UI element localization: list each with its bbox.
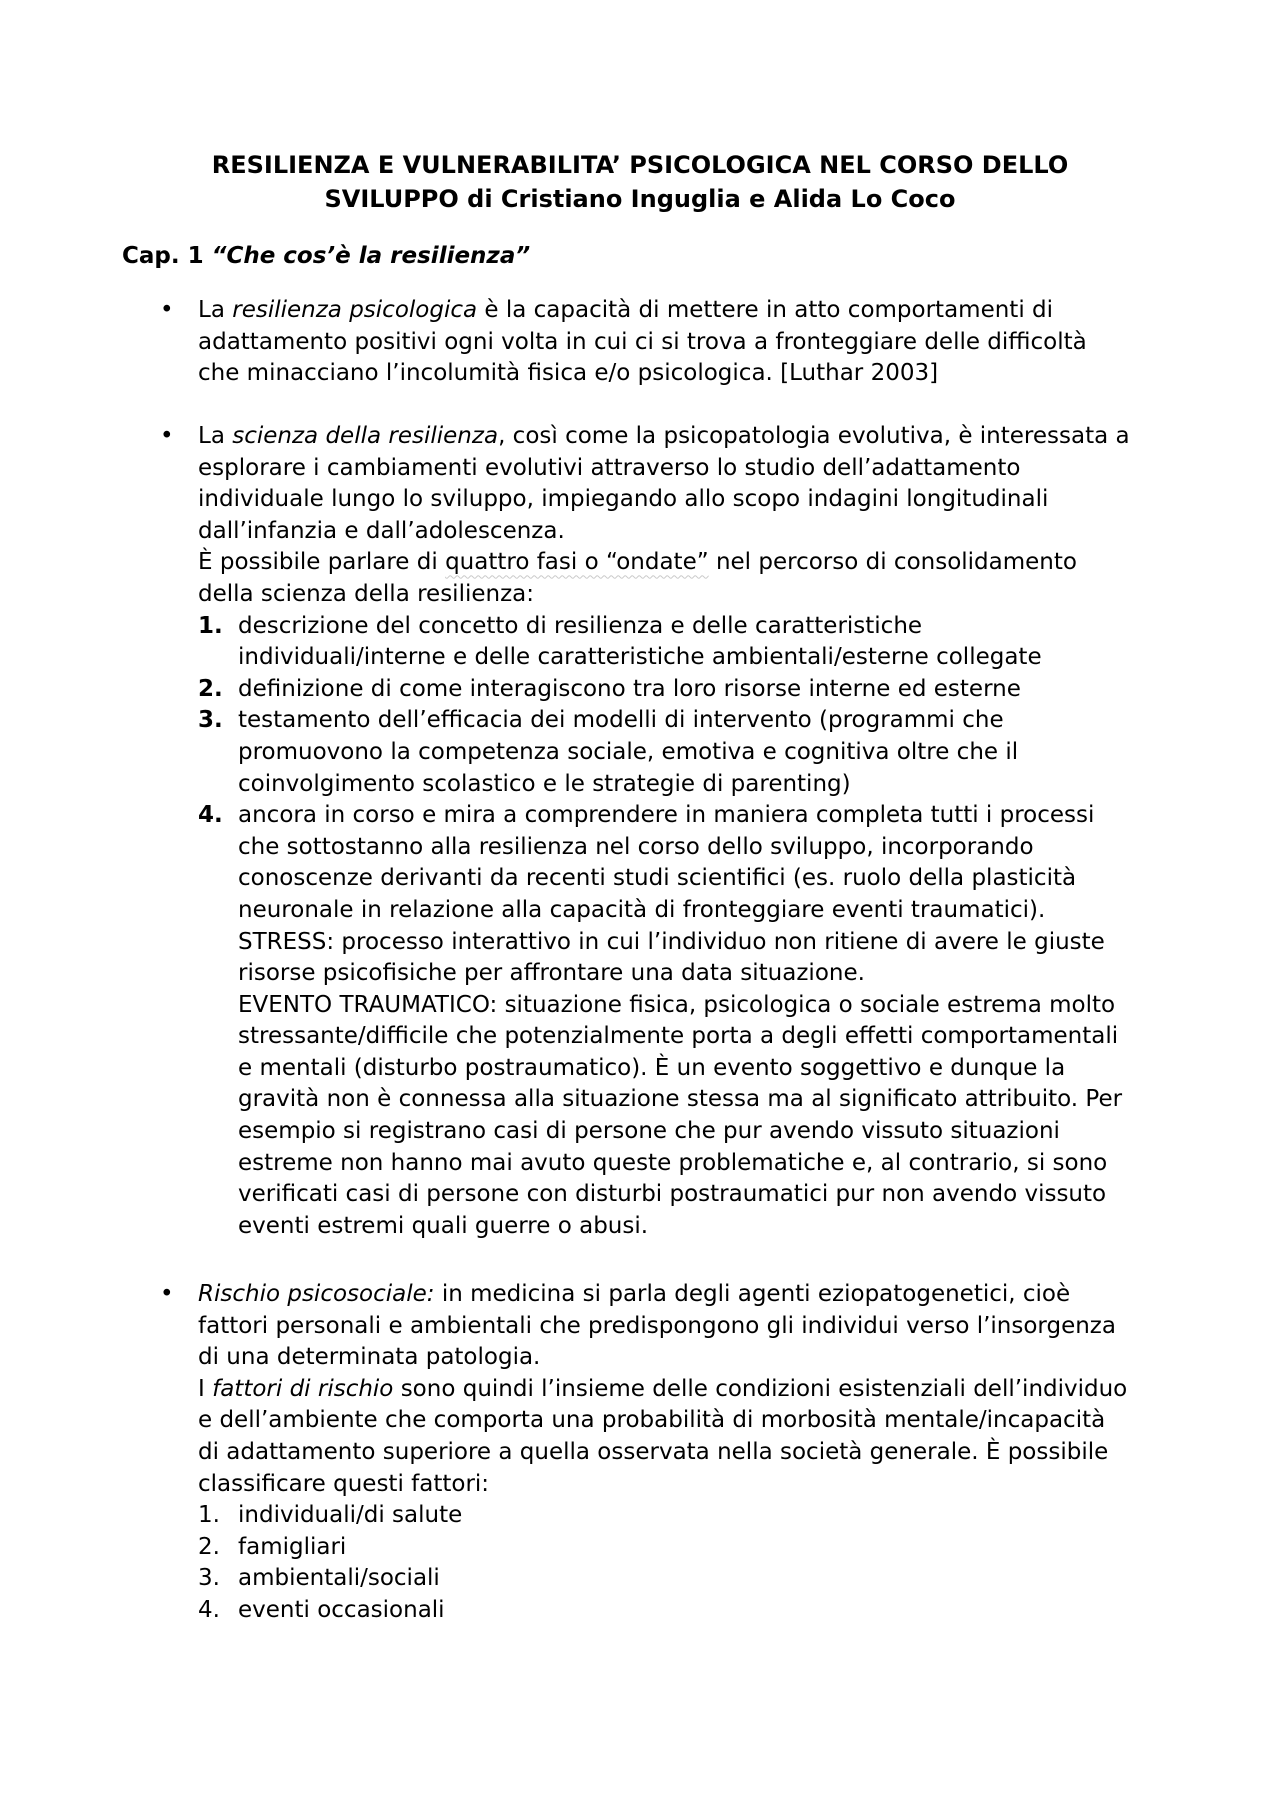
bullet-icon: • xyxy=(160,423,174,449)
paragraph-line: dall’infanzia e dall’adolescenza. xyxy=(198,517,565,544)
title-line-2: SVILUPPO di Cristiano Inguglia e Alida Lo Coco xyxy=(324,185,956,213)
spellcheck-underlined-text: quattro fasi o “ondate” xyxy=(445,549,709,576)
italic-term: fattori di rischio xyxy=(212,1375,394,1402)
italic-term: resilienza psicologica xyxy=(232,297,478,323)
paragraph-line: È possibile parlare di quattro fasi o “ondate” nel percorso di consolidamento xyxy=(198,549,1077,576)
list-number: 1. xyxy=(198,1502,220,1529)
paragraph-line: individuale lungo lo sviluppo, impiegando allo scopo indagini longitudinali xyxy=(198,486,1049,513)
paragraph-line: che minacciano l’incolumità fisica e/o psicologica. [Luthar 2003] xyxy=(198,360,939,387)
italic-term: Rischio psicosociale: xyxy=(198,1281,435,1307)
list-item: 3. testamento dell’efficacia dei modelli di intervento (programmi che promuovono la competenza sociale, emotiva e cognitiva oltre che il coinvolgimento scolastico e le strategie di parenting) xyxy=(198,707,1019,797)
list-number: 4. xyxy=(198,802,223,829)
numbered-list-phases xyxy=(198,611,1183,1243)
paragraph-line: I fattori di rischio sono quindi l’insieme delle condizioni esistenziali dell’individuo xyxy=(198,1375,1128,1402)
list-item: 4. eventi occasionali xyxy=(198,1595,1183,1627)
title-line-1: RESILIENZA E VULNERABILITA’ PSICOLOGICA NEL CORSO DELLO xyxy=(211,151,1069,179)
chapter-prefix: Cap. 1 xyxy=(122,243,212,269)
paragraph-line: adattamento positivi ogni volta in cui ci si trova a fronteggiare delle difficoltà xyxy=(198,328,1087,355)
paragraph-line: di adattamento superiore a quella osservata nella società generale. È possibile xyxy=(198,1438,1109,1465)
chapter-title: “Che cos’è la resilienza” xyxy=(211,243,531,269)
paragraph-line: La resilienza psicologica è la capacità di mettere in atto comportamenti di xyxy=(198,297,1054,323)
list-number: 2. xyxy=(198,1533,220,1560)
list-item: 2. definizione di come interagiscono tra loro risorse interne ed esterne xyxy=(198,674,1183,706)
bullet-item-rischio-psicosociale xyxy=(160,1279,1183,1627)
paragraph-line: esplorare i cambiamenti evolutivi attraverso lo studio dell’adattamento xyxy=(198,454,1021,481)
paragraph-line: fattori personali e ambientali che predispongono gli individui verso l’insorgenza xyxy=(198,1312,1116,1339)
list-item: 4. ancora in corso e mira a comprendere in maniera completa tutti i processi che sottostanno alla resilienza nel corso dello sviluppo, incorporando conoscenze derivanti da recenti studi scientifici (es. ruolo della plasticità neuronale in relazione alla capacità di fronteggiare eventi traumatici). STRESS: processo interattivo in cui l’individuo non ritiene di avere le giuste risorse psicofisiche per affrontare una data situazione. EVENTO TRAUMATICO: situazione fisica, psicologica o sociale estrema molto stressante/difficile che potenzialmente porta a degli effetti comportamentali e mentali (disturbo postraumatico). È un evento soggettivo e dunque la gravità non è connessa alla situazione stessa ma al significato attribuito. Per esempio si registrano casi di persone che pur avendo vissuto situazioni estreme non hanno mai avuto queste problematiche e, al contrario, si sono verificati casi di persone con disturbi postraumatici pur non avendo vissuto eventi estremi quali guerre o abusi. xyxy=(198,802,1123,1239)
chapter-heading xyxy=(122,241,530,273)
list-number: 1. xyxy=(198,612,223,639)
list-number: 4. xyxy=(198,1596,220,1623)
bullet-item-resilienza-psicologica xyxy=(160,295,1183,390)
list-item: 2. famigliari xyxy=(198,1532,1183,1564)
paragraph-line: Rischio psicosociale: in medicina si parla degli agenti eziopatogenetici, cioè xyxy=(198,1281,1071,1307)
list-number: 3. xyxy=(198,707,223,734)
document-title xyxy=(0,148,1280,216)
list-item: 3. ambientali/sociali xyxy=(198,1563,1183,1595)
paragraph-line: La scienza della resilienza, così come la psicopatologia evolutiva, è interessata a xyxy=(198,423,1130,449)
bullet-icon: • xyxy=(160,297,174,323)
paragraph-line: di una determinata patologia. xyxy=(198,1344,541,1371)
paragraph-line: classificare questi fattori: xyxy=(198,1470,490,1497)
bullet-icon: • xyxy=(160,1281,174,1307)
italic-term: scienza della resilienza xyxy=(232,423,499,449)
numbered-list-risk-factors xyxy=(198,1500,1183,1626)
list-item: 1. descrizione del concetto di resilienza e delle caratteristiche individuali/interne e delle caratteristiche ambientali/esterne collegate xyxy=(198,612,1042,671)
list-number: 2. xyxy=(198,675,223,702)
list-item: 1. individuali/di salute xyxy=(198,1500,1183,1532)
list-number: 3. xyxy=(198,1565,220,1592)
bullet-item-scienza-resilienza xyxy=(160,421,1183,1242)
paragraph-line: e dell’ambiente che comporta una probabilità di morbosità mentale/incapacità xyxy=(198,1407,1106,1434)
paragraph-line: della scienza della resilienza: xyxy=(198,580,534,607)
